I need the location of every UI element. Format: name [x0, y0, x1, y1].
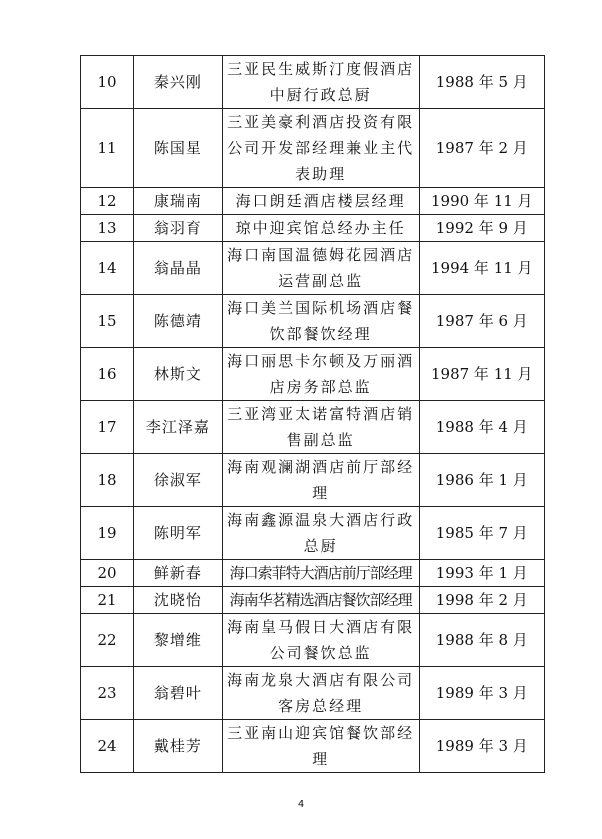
person-name: 戴桂芳 [134, 720, 223, 773]
birth-date: 1985 年 7 月 [419, 507, 544, 560]
person-name: 徐淑军 [134, 454, 223, 507]
row-number: 16 [81, 348, 134, 401]
person-name: 翁晶晶 [134, 242, 223, 295]
row-number: 12 [81, 188, 134, 215]
table-row [81, 720, 545, 773]
birth-date: 1987 年 6 月 [419, 295, 544, 348]
row-number: 24 [81, 720, 134, 773]
person-name: 黎增维 [134, 614, 223, 667]
person-name: 沈晓怡 [134, 587, 223, 614]
row-number: 22 [81, 614, 134, 667]
birth-date: 1993 年 1 月 [419, 560, 544, 587]
work-unit-title: 海南观澜湖酒店前厅部经理 [222, 454, 419, 507]
table-row [81, 507, 545, 560]
table-row [81, 614, 545, 667]
table-row [81, 109, 545, 188]
work-unit-title: 海口丽思卡尔顿及万丽酒店房务部总监 [222, 348, 419, 401]
table-row [81, 401, 545, 454]
work-unit-title: 海口南国温德姆花园酒店运营副总监 [222, 242, 419, 295]
work-unit-title: 海南鑫源温泉大酒店行政总厨 [222, 507, 419, 560]
row-number: 13 [81, 215, 134, 242]
row-number: 10 [81, 56, 134, 109]
birth-date: 1992 年 9 月 [419, 215, 544, 242]
work-unit-title: 海南皇马假日大酒店有限公司餐饮总监 [222, 614, 419, 667]
table-row [81, 242, 545, 295]
table-row [81, 560, 545, 587]
person-name: 林斯文 [134, 348, 223, 401]
person-name: 陈国星 [134, 109, 223, 188]
work-unit-title: 海口索菲特大酒店前厅部经理 [222, 560, 419, 587]
person-name: 翁碧叶 [134, 667, 223, 720]
person-name: 李江泽嘉 [134, 401, 223, 454]
birth-date: 1989 年 3 月 [419, 667, 544, 720]
row-number: 18 [81, 454, 134, 507]
row-number: 14 [81, 242, 134, 295]
birth-date: 1990 年 11 月 [419, 188, 544, 215]
page-number: 4 [297, 799, 305, 810]
row-number: 15 [81, 295, 134, 348]
table-row [81, 295, 545, 348]
row-number: 19 [81, 507, 134, 560]
work-unit-title: 海南龙泉大酒店有限公司客房总经理 [222, 667, 419, 720]
birth-date: 1998 年 2 月 [419, 587, 544, 614]
row-number: 23 [81, 667, 134, 720]
person-name: 鲜新春 [134, 560, 223, 587]
work-unit-title: 三亚民生威斯汀度假酒店中厨行政总厨 [222, 56, 419, 109]
table-row [81, 348, 545, 401]
work-unit-title: 琼中迎宾馆总经办主任 [222, 215, 419, 242]
work-unit-title: 海口美兰国际机场酒店餐饮部餐饮经理 [222, 295, 419, 348]
row-number: 17 [81, 401, 134, 454]
table-row [81, 667, 545, 720]
row-number: 21 [81, 587, 134, 614]
work-unit-title: 海口朗廷酒店楼层经理 [222, 188, 419, 215]
table-row [81, 454, 545, 507]
person-name: 陈明军 [134, 507, 223, 560]
person-name: 康瑞南 [134, 188, 223, 215]
birth-date: 1987 年 2 月 [419, 109, 544, 188]
row-number: 11 [81, 109, 134, 188]
table-row [81, 188, 545, 215]
work-unit-title: 三亚湾亚太诺富特酒店销售副总监 [222, 401, 419, 454]
person-name: 陈德靖 [134, 295, 223, 348]
row-number: 20 [81, 560, 134, 587]
table-row [81, 56, 545, 109]
birth-date: 1988 年 5 月 [419, 56, 544, 109]
birth-date: 1987 年 11 月 [419, 348, 544, 401]
table-row [81, 215, 545, 242]
birth-date: 1994 年 11 月 [419, 242, 544, 295]
work-unit-title: 海南华茗精选酒店餐饮部经理 [222, 587, 419, 614]
work-unit-title: 三亚美豪利酒店投资有限公司开发部经理兼业主代表助理 [222, 109, 419, 188]
birth-date: 1988 年 4 月 [419, 401, 544, 454]
person-name: 秦兴刚 [134, 56, 223, 109]
table-row [81, 587, 545, 614]
roster-table [80, 55, 545, 773]
work-unit-title: 三亚南山迎宾馆餐饮部经理 [222, 720, 419, 773]
person-name: 翁羽育 [134, 215, 223, 242]
birth-date: 1988 年 8 月 [419, 614, 544, 667]
birth-date: 1986 年 1 月 [419, 454, 544, 507]
birth-date: 1989 年 3 月 [419, 720, 544, 773]
